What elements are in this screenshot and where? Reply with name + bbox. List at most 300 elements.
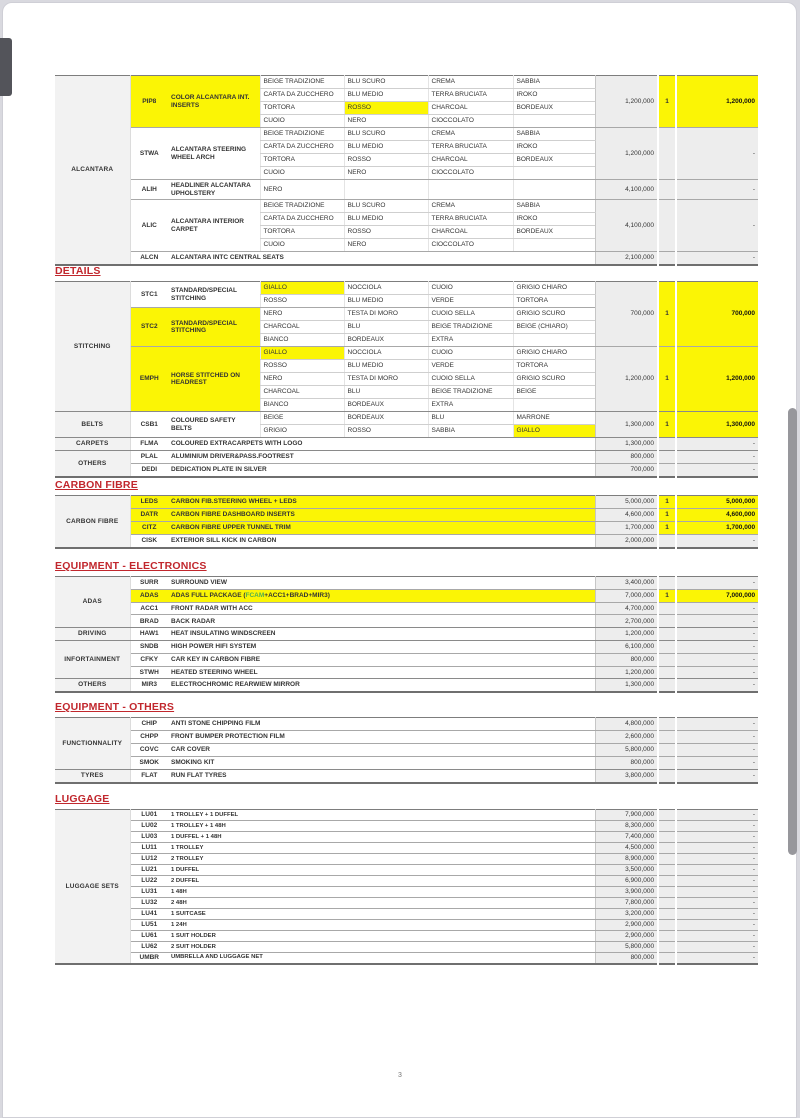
category-label: OTHERS — [55, 451, 130, 477]
section-header: DETAILS — [55, 265, 101, 277]
item-code: COVC — [130, 744, 168, 757]
item-code: HAW1 — [130, 628, 168, 641]
price-cell: 3,500,000 — [595, 865, 658, 876]
color-option: NERO — [344, 115, 428, 128]
item-code: FLMA — [130, 438, 168, 451]
total-cell: - — [676, 577, 758, 590]
color-option: CUOIO — [428, 282, 513, 295]
color-option: BLU SCURO — [344, 128, 428, 141]
category-label: LUGGAGE SETS — [55, 810, 130, 964]
total-cell: - — [676, 451, 758, 464]
alcantara-table — [55, 75, 758, 266]
category-label: FUNCTIONNALITY — [55, 718, 130, 770]
qty-cell — [658, 757, 676, 770]
scrollbar-thumb[interactable] — [788, 408, 797, 855]
table-row — [55, 628, 758, 641]
color-option: BLU MEDIO — [344, 360, 428, 373]
price-cell: 1,300,000 — [595, 679, 658, 692]
color-option: CARTA DA ZUCCHERO — [260, 213, 344, 226]
qty-cell — [658, 731, 676, 744]
table-row — [55, 757, 758, 770]
photo-edge-artifact — [0, 38, 12, 96]
category-label: CARBON FIBRE — [55, 496, 130, 548]
item-code: SNDB — [130, 640, 168, 653]
item-desc: ANTI STONE CHIPPING FILM — [168, 718, 595, 731]
color-option: CUOIO — [260, 239, 344, 252]
total-cell: - — [676, 252, 758, 265]
item-desc: FRONT BUMPER PROTECTION FILM — [168, 731, 595, 744]
total-cell: - — [676, 640, 758, 653]
qty-cell — [658, 666, 676, 679]
price-cell: 800,000 — [595, 953, 658, 964]
luggage-table — [55, 793, 758, 965]
total-cell: - — [676, 942, 758, 953]
category-label: INFORTAINMENT — [55, 640, 130, 678]
color-option: NERO — [344, 239, 428, 252]
color-option: GIALLO — [260, 347, 344, 360]
qty-cell — [658, 843, 676, 854]
item-code: BRAD — [130, 615, 168, 628]
item-code: FLAT — [130, 770, 168, 783]
table-row — [55, 953, 758, 964]
table-row — [55, 347, 758, 360]
price-cell: 4,100,000 — [595, 200, 658, 252]
total-cell: 1,300,000 — [676, 412, 758, 438]
category-label: ADAS — [55, 577, 130, 628]
item-code: SURR — [130, 577, 168, 590]
total-cell: - — [676, 731, 758, 744]
item-code: STWA — [130, 128, 168, 180]
item-code: LU61 — [130, 931, 168, 942]
table-row — [55, 770, 758, 783]
table-row — [55, 412, 758, 425]
total-cell: - — [676, 653, 758, 666]
table-row — [55, 909, 758, 920]
qty-cell — [658, 942, 676, 953]
category-label: OTHERS — [55, 679, 130, 692]
qty-cell — [658, 920, 676, 931]
item-code: LU03 — [130, 832, 168, 843]
table-row — [55, 451, 758, 464]
item-desc: COLOURED EXTRACARPETS WITH LOGO — [168, 438, 595, 451]
table-row — [55, 810, 758, 821]
qty-cell — [658, 615, 676, 628]
item-code: LU32 — [130, 898, 168, 909]
options-table — [55, 495, 758, 549]
color-option: NERO — [260, 373, 344, 386]
color-option: GRIGIO CHIARO — [513, 282, 595, 295]
table-row — [55, 438, 758, 451]
item-desc: 1 TROLLEY + 1 48H — [168, 821, 595, 832]
qty-cell — [658, 640, 676, 653]
item-code: LU51 — [130, 920, 168, 931]
price-cell: 1,200,000 — [595, 347, 658, 412]
price-cell: 6,900,000 — [595, 876, 658, 887]
color-option: CARTA DA ZUCCHERO — [260, 141, 344, 154]
item-desc: HIGH POWER HIFI SYSTEM — [168, 640, 595, 653]
color-option — [513, 180, 595, 200]
total-cell: - — [676, 464, 758, 477]
color-option: CUOIO SELLA — [428, 373, 513, 386]
qty-cell — [658, 953, 676, 964]
total-cell: - — [676, 744, 758, 757]
color-option: ROSSO — [344, 154, 428, 167]
color-option: BLU SCURO — [344, 200, 428, 213]
item-desc: SURROUND VIEW — [168, 577, 595, 590]
price-cell: 2,600,000 — [595, 731, 658, 744]
color-option: BEIGE TRADIZIONE — [260, 76, 344, 89]
item-code: DEDI — [130, 464, 168, 477]
color-option: CUOIO — [260, 115, 344, 128]
item-desc: HEATED STEERING WHEEL — [168, 666, 595, 679]
qty-cell — [658, 865, 676, 876]
color-option: TESTA DI MORO — [344, 308, 428, 321]
color-option: BORDEAUX — [344, 334, 428, 347]
color-option: VERDE — [428, 295, 513, 308]
table-row — [55, 522, 758, 535]
qty-cell — [658, 577, 676, 590]
item-code: ADAS — [130, 589, 168, 602]
color-option: CUOIO — [260, 167, 344, 180]
item-desc: DEDICATION PLATE IN SILVER — [168, 464, 595, 477]
item-code: ALIC — [130, 200, 168, 252]
price-cell: 700,000 — [595, 464, 658, 477]
color-option: BLU MEDIO — [344, 141, 428, 154]
total-cell: - — [676, 128, 758, 180]
color-option: GRIGIO — [260, 425, 344, 438]
item-code: ALIH — [130, 180, 168, 200]
item-code: STWH — [130, 666, 168, 679]
color-option: BIANCO — [260, 334, 344, 347]
item-code: LU12 — [130, 854, 168, 865]
color-option: BEIGE TRADIZIONE — [260, 200, 344, 213]
color-option: BEIGE TRADIZIONE — [260, 128, 344, 141]
item-code: ALCN — [130, 252, 168, 265]
section-header: CARBON FIBRE — [55, 479, 138, 491]
item-desc: 2 DUFFEL — [168, 876, 595, 887]
color-option: NOCCIOLA — [344, 347, 428, 360]
qty-cell — [658, 854, 676, 865]
color-option: MARRONE — [513, 412, 595, 425]
qty-cell — [658, 909, 676, 920]
item-desc — [168, 589, 595, 602]
table-row — [55, 653, 758, 666]
color-option: TORTORA — [260, 154, 344, 167]
item-desc: ALCANTARA INTERIOR CARPET — [168, 200, 260, 252]
item-desc: FRONT RADAR WITH ACC — [168, 602, 595, 615]
qty-cell — [658, 832, 676, 843]
table-row — [55, 854, 758, 865]
qty-cell — [658, 602, 676, 615]
package-code-green: FCAM — [245, 591, 265, 599]
total-cell: - — [676, 909, 758, 920]
item-desc: CAR COVER — [168, 744, 595, 757]
qty-cell — [658, 887, 676, 898]
options-table — [55, 281, 758, 478]
qty-cell — [658, 718, 676, 731]
qty-cell — [658, 451, 676, 464]
section-header: EQUIPMENT - OTHERS — [55, 701, 175, 713]
table-row — [55, 128, 758, 141]
total-cell: 1,700,000 — [676, 522, 758, 535]
item-code: LU21 — [130, 865, 168, 876]
table-row — [55, 666, 758, 679]
item-desc: SMOKING KIT — [168, 757, 595, 770]
color-option: TERRA BRUCIATA — [428, 213, 513, 226]
qty-cell: 1 — [658, 496, 676, 509]
item-desc: CARBON FIBRE UPPER TUNNEL TRIM — [168, 522, 595, 535]
color-option: GIALLO — [260, 282, 344, 295]
total-cell: - — [676, 200, 758, 252]
color-option: SABBIA — [513, 128, 595, 141]
category-label: STITCHING — [55, 282, 130, 412]
color-option: BLU MEDIO — [344, 89, 428, 102]
item-desc: EXTERIOR SILL KICK IN CARBON — [168, 535, 595, 548]
total-cell: - — [676, 931, 758, 942]
color-option: BORDEAUX — [344, 412, 428, 425]
item-desc: STANDARD/SPECIAL STITCHING — [168, 308, 260, 347]
color-option: ROSSO — [260, 360, 344, 373]
total-cell: - — [676, 180, 758, 200]
price-cell: 8,900,000 — [595, 854, 658, 865]
item-desc: ALCANTARA INTC CENTRAL SEATS — [168, 252, 595, 265]
qty-cell: 1 — [658, 347, 676, 412]
total-cell: 5,000,000 — [676, 496, 758, 509]
qty-cell — [658, 810, 676, 821]
item-desc: 2 48H — [168, 898, 595, 909]
color-option: GIALLO — [513, 425, 595, 438]
category-label: TYRES — [55, 770, 130, 783]
item-desc: ELECTROCHROMIC REARWIEW MIRROR — [168, 679, 595, 692]
table-row — [55, 464, 758, 477]
equipment-electronics-table — [55, 560, 758, 693]
details-table — [55, 265, 758, 478]
options-table — [55, 809, 758, 965]
color-option: BLU MEDIO — [344, 213, 428, 226]
item-desc: 1 SUIT HOLDER — [168, 931, 595, 942]
table-row — [55, 887, 758, 898]
color-option: BEIGE TRADIZIONE — [428, 321, 513, 334]
page-number: 3 — [398, 1072, 402, 1079]
qty-cell: 1 — [658, 282, 676, 347]
item-desc: 1 DUFFEL + 1 48H — [168, 832, 595, 843]
price-cell: 7,400,000 — [595, 832, 658, 843]
total-cell: - — [676, 757, 758, 770]
total-cell: - — [676, 810, 758, 821]
price-cell: 800,000 — [595, 451, 658, 464]
table-row — [55, 876, 758, 887]
color-option — [513, 115, 595, 128]
table-row — [55, 615, 758, 628]
total-cell: - — [676, 438, 758, 451]
table-row — [55, 602, 758, 615]
color-option: CIOCCOLATO — [428, 239, 513, 252]
price-cell: 3,900,000 — [595, 887, 658, 898]
total-cell: - — [676, 832, 758, 843]
price-cell: 1,700,000 — [595, 522, 658, 535]
total-cell: - — [676, 854, 758, 865]
table-row — [55, 718, 758, 731]
item-code: LU22 — [130, 876, 168, 887]
item-code: LU41 — [130, 909, 168, 920]
color-option: BIANCO — [260, 399, 344, 412]
total-cell: - — [676, 679, 758, 692]
equipment-others-table — [55, 701, 758, 784]
price-cell: 1,300,000 — [595, 438, 658, 451]
total-cell: - — [676, 628, 758, 641]
item-code: SMOK — [130, 757, 168, 770]
item-desc: BACK RADAR — [168, 615, 595, 628]
total-cell: 4,600,000 — [676, 509, 758, 522]
total-cell: - — [676, 898, 758, 909]
color-option: CARTA DA ZUCCHERO — [260, 89, 344, 102]
total-cell: 1,200,000 — [676, 76, 758, 128]
price-cell: 800,000 — [595, 653, 658, 666]
item-code: DATR — [130, 509, 168, 522]
price-cell: 4,700,000 — [595, 602, 658, 615]
color-option: GRIGIO CHIARO — [513, 347, 595, 360]
color-option: IROKO — [513, 89, 595, 102]
item-desc: HORSE STITCHED ON HEADREST — [168, 347, 260, 412]
table-row — [55, 679, 758, 692]
item-desc: UMBRELLA AND LUGGAGE NET — [168, 953, 595, 964]
qty-cell — [658, 744, 676, 757]
qty-cell: 1 — [658, 76, 676, 128]
color-option: ROSSO — [260, 295, 344, 308]
price-cell: 3,800,000 — [595, 770, 658, 783]
options-table — [55, 75, 758, 266]
item-desc: RUN FLAT TYRES — [168, 770, 595, 783]
qty-cell — [658, 898, 676, 909]
options-table — [55, 576, 758, 693]
total-cell: - — [676, 535, 758, 548]
color-option — [513, 334, 595, 347]
item-code: CISK — [130, 535, 168, 548]
color-option: CHARCOAL — [428, 102, 513, 115]
qty-cell — [658, 128, 676, 180]
color-option: TESTA DI MORO — [344, 373, 428, 386]
price-cell: 6,100,000 — [595, 640, 658, 653]
color-option: NERO — [344, 167, 428, 180]
total-cell: - — [676, 718, 758, 731]
item-code: LEDS — [130, 496, 168, 509]
item-desc: COLOURED SAFETY BELTS — [168, 412, 260, 438]
color-option: TORTORA — [260, 102, 344, 115]
category-label: DRIVING — [55, 628, 130, 641]
qty-cell: 1 — [658, 412, 676, 438]
item-desc: 2 TROLLEY — [168, 854, 595, 865]
item-desc: HEAT INSULATING WINDSCREEN — [168, 628, 595, 641]
table-row — [55, 589, 758, 602]
qty-cell: 1 — [658, 509, 676, 522]
color-option: SABBIA — [428, 425, 513, 438]
color-option: BEIGE TRADIZIONE — [428, 386, 513, 399]
color-option: TERRA BRUCIATA — [428, 141, 513, 154]
price-cell: 5,800,000 — [595, 744, 658, 757]
item-code: PIP8 — [130, 76, 168, 128]
item-desc: CARBON FIB.STEERING WHEEL + LEDS — [168, 496, 595, 509]
color-option: VERDE — [428, 360, 513, 373]
item-code: LU11 — [130, 843, 168, 854]
total-cell: - — [676, 843, 758, 854]
item-code: PLAL — [130, 451, 168, 464]
color-option: TORTORA — [260, 226, 344, 239]
table-row — [55, 252, 758, 265]
qty-cell — [658, 180, 676, 200]
desc-text: ADAS FULL PACKAGE ( — [171, 591, 246, 599]
qty-cell — [658, 931, 676, 942]
qty-cell — [658, 464, 676, 477]
qty-cell — [658, 438, 676, 451]
color-option: CHARCOAL — [428, 226, 513, 239]
price-cell: 3,400,000 — [595, 577, 658, 590]
color-option: TORTORA — [513, 295, 595, 308]
color-option: CUOIO SELLA — [428, 308, 513, 321]
table-row — [55, 843, 758, 854]
price-cell: 4,600,000 — [595, 509, 658, 522]
desc-text: +ACC1+BRAD+MIR3) — [264, 591, 330, 599]
total-cell: - — [676, 770, 758, 783]
item-code: CFKY — [130, 653, 168, 666]
color-option: CREMA — [428, 128, 513, 141]
table-row — [55, 282, 758, 295]
item-desc: 1 TROLLEY + 1 DUFFEL — [168, 810, 595, 821]
table-row — [55, 898, 758, 909]
price-cell: 2,900,000 — [595, 931, 658, 942]
item-code: EMPH — [130, 347, 168, 412]
category-label: BELTS — [55, 412, 130, 438]
table-row — [55, 640, 758, 653]
section-header: LUGGAGE — [55, 793, 110, 805]
color-option: TERRA BRUCIATA — [428, 89, 513, 102]
total-cell: - — [676, 615, 758, 628]
color-option: EXTRA — [428, 399, 513, 412]
table-row — [55, 821, 758, 832]
table-row — [55, 76, 758, 89]
price-cell: 1,200,000 — [595, 666, 658, 679]
price-cell: 4,500,000 — [595, 843, 658, 854]
item-code: STC1 — [130, 282, 168, 308]
color-option: EXTRA — [428, 334, 513, 347]
color-option: CHARCOAL — [260, 321, 344, 334]
color-option: BORDEAUX — [344, 399, 428, 412]
color-option: BEIGE — [513, 386, 595, 399]
item-code: LU62 — [130, 942, 168, 953]
qty-cell — [658, 821, 676, 832]
color-option: BORDEAUX — [513, 154, 595, 167]
item-desc: STANDARD/SPECIAL STITCHING — [168, 282, 260, 308]
item-desc: 1 24H — [168, 920, 595, 931]
color-option: NERO — [260, 180, 344, 200]
total-cell: - — [676, 602, 758, 615]
item-desc: COLOR ALCANTARA INT. INSERTS — [168, 76, 260, 128]
price-cell: 5,800,000 — [595, 942, 658, 953]
item-code: LU02 — [130, 821, 168, 832]
item-code: CHIP — [130, 718, 168, 731]
item-desc: 1 48H — [168, 887, 595, 898]
price-cell: 1,300,000 — [595, 412, 658, 438]
section-header: EQUIPMENT - ELECTRONICS — [55, 560, 207, 572]
item-code: CSB1 — [130, 412, 168, 438]
color-option: NERO — [260, 308, 344, 321]
color-option: BLU SCURO — [344, 76, 428, 89]
color-option — [513, 167, 595, 180]
table-row — [55, 832, 758, 843]
color-option: GRIGIO SCURO — [513, 308, 595, 321]
color-option — [513, 399, 595, 412]
table-row — [55, 865, 758, 876]
color-option: CREMA — [428, 200, 513, 213]
